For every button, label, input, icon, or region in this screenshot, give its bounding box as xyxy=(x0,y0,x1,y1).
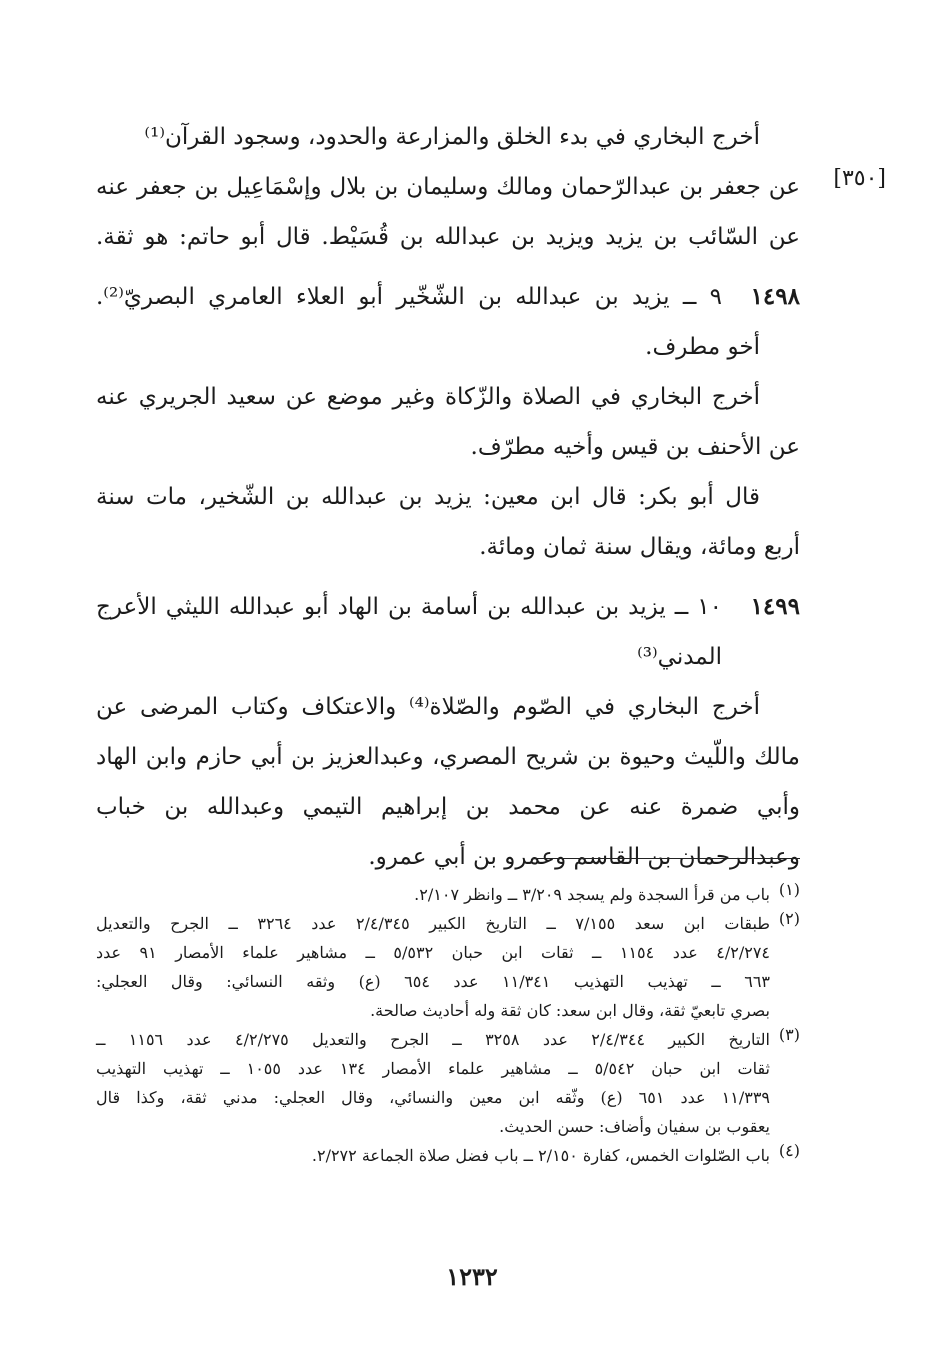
footnote-line: يعقوب بن سفيان وأضاف: حسن الحديث. xyxy=(499,1117,770,1136)
footnote-line: باب الصّلوات الخمس، كفارة ٢/١٥٠ ــ باب فضل صلاة الجماعة ٢/٢٧٢. xyxy=(311,1146,770,1165)
footnote xyxy=(96,1025,800,1141)
paragraph-line: مالك واللّيث وحيوة بن شريح المصري، وعبدالعزيز بن أبي حازم وابن الهاد xyxy=(96,744,800,770)
footnote-line: طبقات ابن سعد ٧/١٥٥ ــ التاريخ الكبير ٢/٤/٣٤٥ عدد ٣٢٦٤ ــ الجرح والتعديل xyxy=(96,914,771,933)
entry-1499 xyxy=(96,582,800,632)
footnote-line: ٤/٢/٢٧٤ عدد ١١٥٤ ــ ثقات ابن حبان ٥/٥٣٢ ــ مشاهير علماء الأمصار ٩١ عدد xyxy=(96,943,771,962)
paragraph-line: قال أبو بكر: قال ابن معين: يزيد بن عبدالله بن الشّخير، مات سنة xyxy=(96,484,760,510)
footnote xyxy=(96,909,800,1025)
paragraph-line: أخرج البخاري في بدء الخلق والمزارعة والحدود، وسجود القرآن⁽¹⁾ xyxy=(144,124,760,150)
footnote-line: بصري تابعيّ ثقة، وقال ابن سعد: كان ثقة وله أحاديث صالحة. xyxy=(370,1001,770,1020)
paragraph-line: أربع ومائة، ويقال سنة ثمان ومائة. xyxy=(479,534,800,560)
footnote-line: ١١/٣٣٩ عدد ٦٥١ (ع) وثّقه ابن معين والنسائي، وقال العجلي: مدني ثقة، وكذا قال xyxy=(96,1088,771,1107)
footnote-line: التاريخ الكبير ٢/٤/٣٤٤ عدد ٣٢٥٨ ــ الجرح والتعديل ٤/٢/٢٧٥ عدد ١١٥٦ ــ xyxy=(96,1030,770,1049)
paragraph-line: أخرج البخاري في الصّوم والصّلاة⁽⁴⁾ والاعتكاف وكتاب المرضى عن xyxy=(96,694,760,720)
entry-marker: [٣٥٠] xyxy=(833,166,886,191)
entry-number: ١٤٩٩ xyxy=(750,593,800,620)
footnote-separator xyxy=(532,858,800,859)
entry-heading: ٩ ــ يزيد بن عبدالله بن الشّخّير أبو العلاء العامري البصريّ⁽²⁾. xyxy=(96,284,722,310)
footnote xyxy=(96,880,800,909)
page-number: ١٢٣٢ xyxy=(446,1262,498,1291)
footnote-line: ٦٦٣ ــ تهذيب التهذيب ١١/٣٤١ عدد ٦٥٤ (ع) وثقه النسائي: وقال العجلي: xyxy=(96,972,770,991)
footnote-number: (١) xyxy=(778,880,800,899)
footnote-number: (٤) xyxy=(778,1141,800,1160)
footnote xyxy=(96,1141,800,1170)
main-text xyxy=(96,112,886,882)
paragraph-line: وعبدالرحمان بن القاسم وعمرو بن أبي عمرو. xyxy=(368,844,800,870)
footnotes xyxy=(96,880,800,1170)
footnote-line: باب من قرأ السجدة ولم يسجد ٣/٢٠٩ ــ وانظر ٢/١٠٧. xyxy=(414,885,770,904)
entry-1498 xyxy=(96,272,800,322)
paragraph-line: أخرج البخاري في الصلاة والزّكاة وغير موضع عن سعيد الجريري عنه xyxy=(96,384,760,410)
entry-number: ١٤٩٨ xyxy=(750,283,800,310)
entry-subheading: أخو مطرف. xyxy=(645,334,760,360)
footnote-line: ثقات ابن حبان ٥/٥٤٢ ــ مشاهير علماء الأمصار ١٣٤ عدد ١٠٥٥ ــ تهذيب التهذيب xyxy=(96,1059,770,1078)
paragraph-line: عن الأحنف بن قيس وأخيه مطرّف. xyxy=(470,434,800,460)
paragraph-line: عن السّائب بن يزيد ويزيد بن عبدالله بن قُسَيْط. قال أبو حاتم: هو ثقة. xyxy=(96,224,800,250)
entry-350 xyxy=(96,162,886,212)
footnote-number: (٣) xyxy=(778,1025,800,1044)
paragraph-line: عن جعفر بن عبدالرّحمان ومالك وسليمان بن بلال وإسْمَاعِيل بن جعفر عنه xyxy=(96,174,800,200)
entry-heading-continued: المدني⁽³⁾ xyxy=(637,644,722,670)
entry-heading: ١٠ ــ يزيد بن عبدالله بن أسامة بن الهاد أبو عبدالله الليثي الأعرج xyxy=(96,594,722,620)
footnote-number: (٢) xyxy=(778,909,800,928)
paragraph-line: وأبي ضمرة عنه عن محمد بن إبراهيم التيمي وعبدالله بن خباب xyxy=(96,794,800,820)
